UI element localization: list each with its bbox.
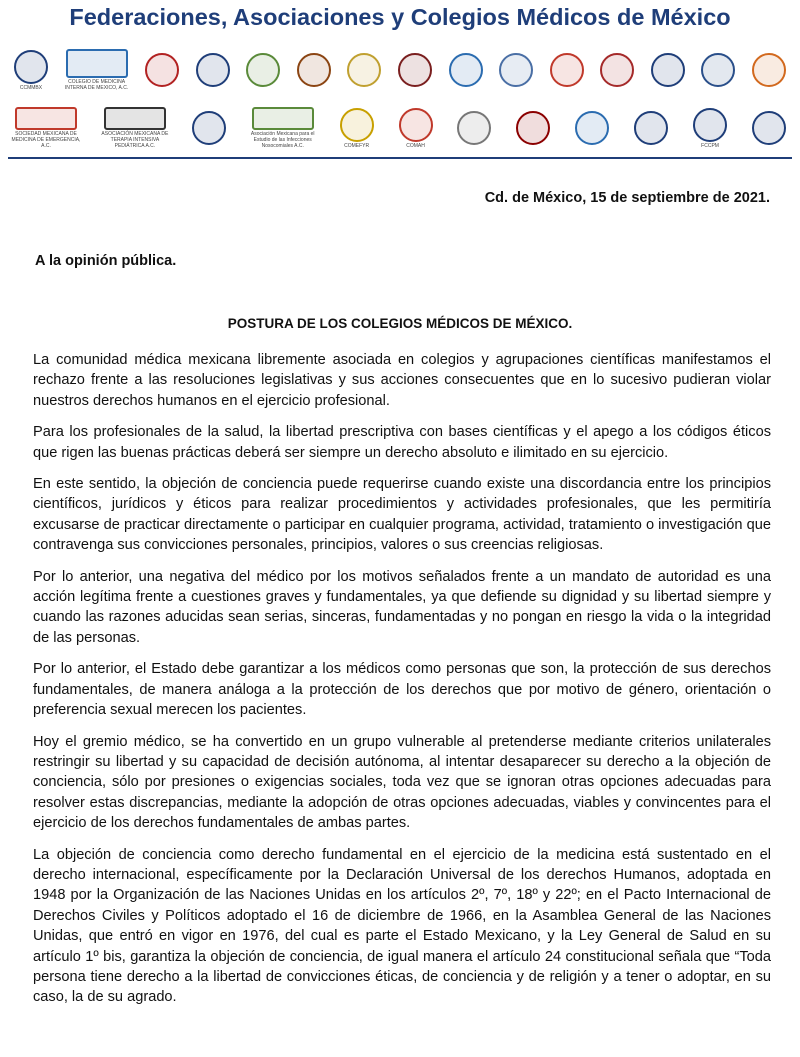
letter-date: Cd. de México, 15 de septiembre de 2021.: [484, 190, 770, 206]
smm-urgencias-logo-icon-mark: [15, 107, 77, 130]
red-blue-circle-icon: [546, 49, 588, 91]
logo-row-2: [10, 102, 790, 154]
navy-round-seal-icon-mark: [752, 111, 786, 145]
blue-dancer-seal-icon-mark: [634, 111, 668, 145]
aztec-figure-icon-mark: [516, 111, 550, 145]
maroon-square-logo-icon-mark: [398, 53, 432, 87]
tmg-letters-icon-mark: [449, 53, 483, 87]
comefyr-logo-icon-mark: [340, 108, 374, 142]
aztec-glyph-icon-mark: [297, 53, 331, 87]
letterhead-title: Federaciones, Asociaciones y Colegios Médicos de México: [69, 4, 731, 30]
red-gold-seal-icon: [596, 49, 638, 91]
fccpm-swirl-icon: [689, 107, 731, 149]
comah-logo-icon-mark: [399, 108, 433, 142]
round-seal-icon: [192, 49, 234, 91]
smm-urgencias-logo-icon: [10, 107, 82, 149]
hourglass-emblem-icon-mark: [14, 50, 48, 84]
green-dotted-globe-icon: [247, 107, 319, 149]
document-heading: POSTURA DE LOS COLEGIOS MÉDICOS DE MÉXICO.: [227, 316, 573, 331]
blue-dancer-seal-icon: [630, 107, 672, 149]
grey-circle-seal-icon: [453, 107, 495, 149]
letter-body: [33, 350, 771, 1019]
round-seal-icon-mark: [196, 53, 230, 87]
logo-caption: ASOCIACIÓN MEXICANA DE TERAPIA INTENSIVA PEDIÁTRICA A.C.: [101, 131, 169, 149]
mexico-map-icon-mark: [499, 53, 533, 87]
paragraph: La objeción de conciencia como derecho fundamental en el ejercicio de la medicina está sustentado en el derecho internacional, específicamente por la Declaración Universal de los derechos Humanos, adoptada en 1948 por la Organización de las Naciones Unidas en los artículos 2º, 7º, 18º y 22º; en el Pacto Internacional de Derechos Civiles y Políticos adoptado el 16 de diciembre de 1966, en la Asamblea General de las Naciones Unidas, que entró en vigor en 1976, del cual es parte el Estado Mexicano, y la Ley General de Salud en su artículo 1º bis, garantiza la objeción de conciencia, de igual manera el artículo 24 constitucional señala que “Toda persona tiene derecho a la libertad de convicciones éticas, de conciencia y de religión y a tener o adoptar, en su caso, la de su agrado.: [33, 846, 771, 1006]
cmim-letter-logo-icon: [61, 49, 133, 91]
blue-figure-logo-icon-mark: [575, 111, 609, 145]
fccpm-swirl-icon-mark: [693, 108, 727, 142]
blue-ring-seal-icon: [697, 49, 739, 91]
kidney-icon-mark: [752, 53, 786, 87]
red-gold-seal-icon-mark: [600, 53, 634, 87]
comefyr-logo-icon: [336, 107, 378, 149]
comah-logo-icon: [395, 107, 437, 149]
blue-round-seal-icon: [647, 49, 689, 91]
hourglass-emblem-icon: [10, 49, 52, 91]
blue-round-seal-icon-mark: [651, 53, 685, 87]
logo-caption: SOCIEDAD MEXICANA DE MEDICINA DE EMERGENCIA, A.C.: [11, 131, 81, 149]
red-blue-circle-icon-mark: [550, 53, 584, 87]
logo-caption: COMEFYR: [344, 142, 370, 149]
logo-caption: COMAH: [406, 142, 425, 149]
mother-child-seal-icon-mark: [192, 111, 226, 145]
kidney-icon: [748, 49, 790, 91]
logo-caption: Asociación Mexicana para el Estudio de las Infecciones Nosocomiales A.C.: [250, 131, 315, 149]
mexico-map-icon: [495, 49, 537, 91]
navy-round-seal-icon: [748, 107, 790, 149]
mother-child-seal-icon: [188, 107, 230, 149]
logo-caption: COLEGIO DE MEDICINA INTERNA DE MEXICO, A.C.: [64, 79, 129, 91]
salutation: A la opinión pública.: [35, 253, 177, 269]
paragraph: Por lo anterior, el Estado debe garantizar a los médicos como personas que son, la protección de sus derechos fundamentales, de manera análoga a la protección de los derechos que por motivo de género, orientación o preferencia sexual merecen los pacientes.: [33, 661, 771, 719]
aztec-figure-icon: [512, 107, 554, 149]
green-dotted-globe-icon-mark: [252, 107, 314, 130]
cmim-letter-logo-icon-mark: [66, 49, 128, 78]
mexico-map-seal-icon-mark: [347, 53, 381, 87]
mexico-map-seal-icon: [343, 49, 385, 91]
paragraph: La comunidad médica mexicana libremente asociada en colegios y agrupaciones científicas manifestamos el rechazo frente a las resoluciones legislativas y sus acciones consecuentes que en lo sucesivo pudieran violar nuestros derechos humanos en el ejercicio profesional.: [33, 352, 771, 409]
blue-figure-logo-icon: [571, 107, 613, 149]
header-divider: [8, 157, 792, 159]
aztec-glyph-icon: [293, 49, 335, 91]
logo-caption: CCMMBX: [19, 84, 43, 91]
amti-logo-icon-mark: [104, 107, 166, 130]
grey-circle-seal-icon-mark: [457, 111, 491, 145]
tmg-letters-icon: [445, 49, 487, 91]
green-tree-seal-icon: [242, 49, 284, 91]
logo-caption: FCCPM: [701, 142, 719, 149]
caduceus-seal-icon: [141, 49, 183, 91]
caduceus-seal-icon-mark: [145, 53, 179, 87]
green-tree-seal-icon-mark: [246, 53, 280, 87]
logo-row-1: [10, 44, 790, 96]
amti-logo-icon: [99, 107, 171, 149]
blue-ring-seal-icon-mark: [701, 53, 735, 87]
paragraph: En este sentido, la objeción de conciencia puede requerirse cuando existe una discordancia entre los principios científicos, jurídicos y éticos para realizar procedimientos y actividades profesionales, que les permitiría excusarse de practicar directamente o participar en cualquier programa, actividad, tratamiento o investigación que contravenga sus convicciones personales, principios, valores o sus creencias religiosas.: [33, 476, 771, 554]
paragraph: Hoy el gremio médico, se ha convertido en un grupo vulnerable al pretenderse mediante criterios unilaterales restringir su libertad y su capacidad de decisión autónoma, al intentar desaparecer su derecho a la objeción de conciencia, sólo por presiones o exigencias sociales, toda vez que se ignoran otras opciones adecuadas para resolver estas discrepancias, mediante la adopción de otras opciones adecuadas, viables y convincentes para el ejercicio de los derechos fundamentales de ambas partes.: [33, 733, 771, 832]
paragraph: Por lo anterior, una negativa del médico por los motivos señalados frente a un mandato de autoridad es una acción legítima frente a cuestiones graves y fundamentales, ya que defiende su dignidad y su libertad siempre y cuando las razones aducidas sean serias, sinceras, fundamentadas y no pongan en riesgo la vida o la integridad de las personas.: [33, 568, 771, 646]
paragraph: Para los profesionales de la salud, la libertad prescriptiva con bases científicas y el apego a los códigos éticos que rigen las buenas prácticas deberá ser siempre un derecho absoluto e ilimitado en su ejercicio.: [33, 424, 771, 461]
maroon-square-logo-icon: [394, 49, 436, 91]
